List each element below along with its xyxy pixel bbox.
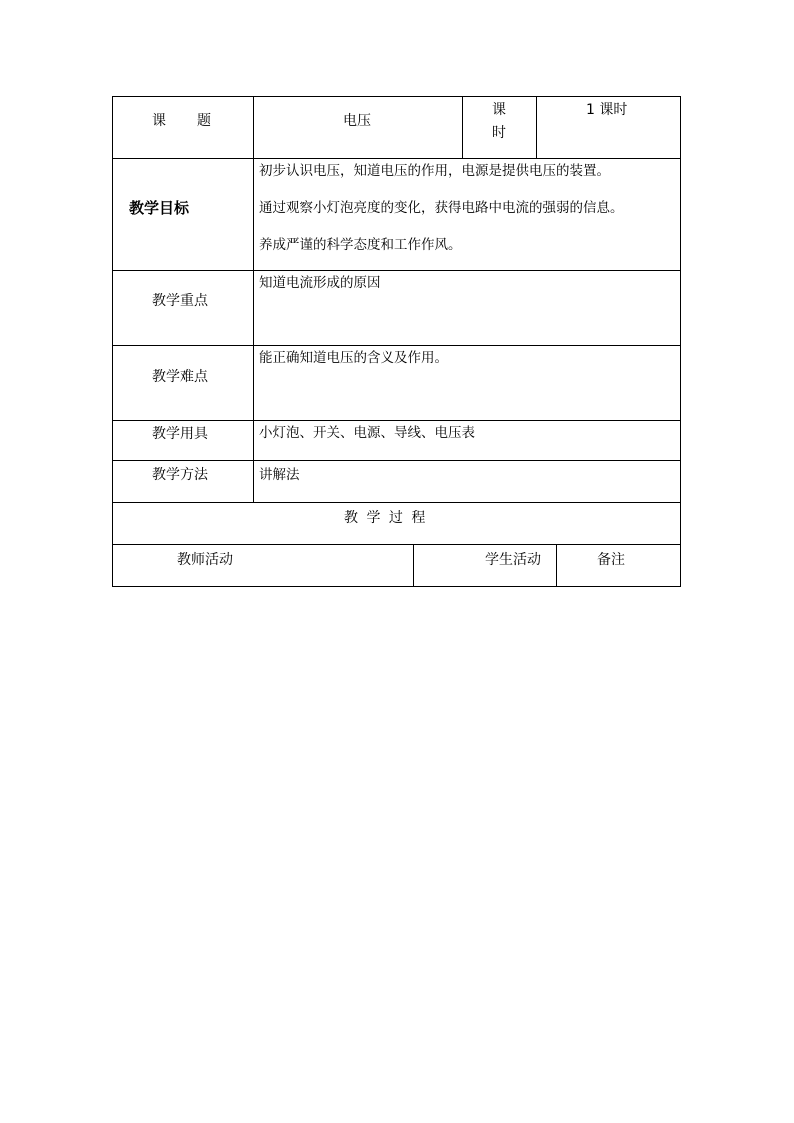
- period-value: 1 课时: [586, 102, 628, 118]
- method-label: 教学方法: [152, 467, 208, 483]
- teacher-activity-header: 教师活动: [177, 552, 233, 568]
- topic-label: 课 题: [152, 113, 212, 129]
- student-activity-header: 学生活动: [485, 552, 541, 568]
- notes-header: 备注: [597, 552, 625, 568]
- period-label-line1: 课: [492, 102, 506, 118]
- method-value: 讲解法: [259, 467, 300, 483]
- key-points-value: 知道电流形成的原因: [259, 275, 381, 291]
- tools-label: 教学用具: [152, 426, 208, 442]
- objective-item-1: 初步认识电压，知道电压的作用，电源是提供电压的装置。: [259, 163, 610, 179]
- teacher-activity-cell: [112, 544, 414, 587]
- objectives-label: 教学目标: [129, 199, 190, 217]
- topic-value: 电压: [343, 113, 371, 129]
- difficulties-value: 能正确知道电压的含义及作用。: [259, 350, 448, 366]
- tools-value: 小灯泡、开关、电源、导线、电压表: [259, 425, 475, 441]
- difficulties-label: 教学难点: [152, 369, 208, 385]
- key-points-label: 教学重点: [152, 293, 208, 309]
- process-title: 教 学 过 程: [344, 510, 428, 526]
- method-value-cell: [253, 460, 681, 503]
- period-label-line2: 时: [492, 125, 506, 141]
- objective-item-3: 养成严谨的科学态度和工作作风。: [259, 237, 462, 253]
- objective-item-2: 通过观察小灯泡亮度的变化，获得电路中电流的强弱的信息。: [259, 200, 624, 216]
